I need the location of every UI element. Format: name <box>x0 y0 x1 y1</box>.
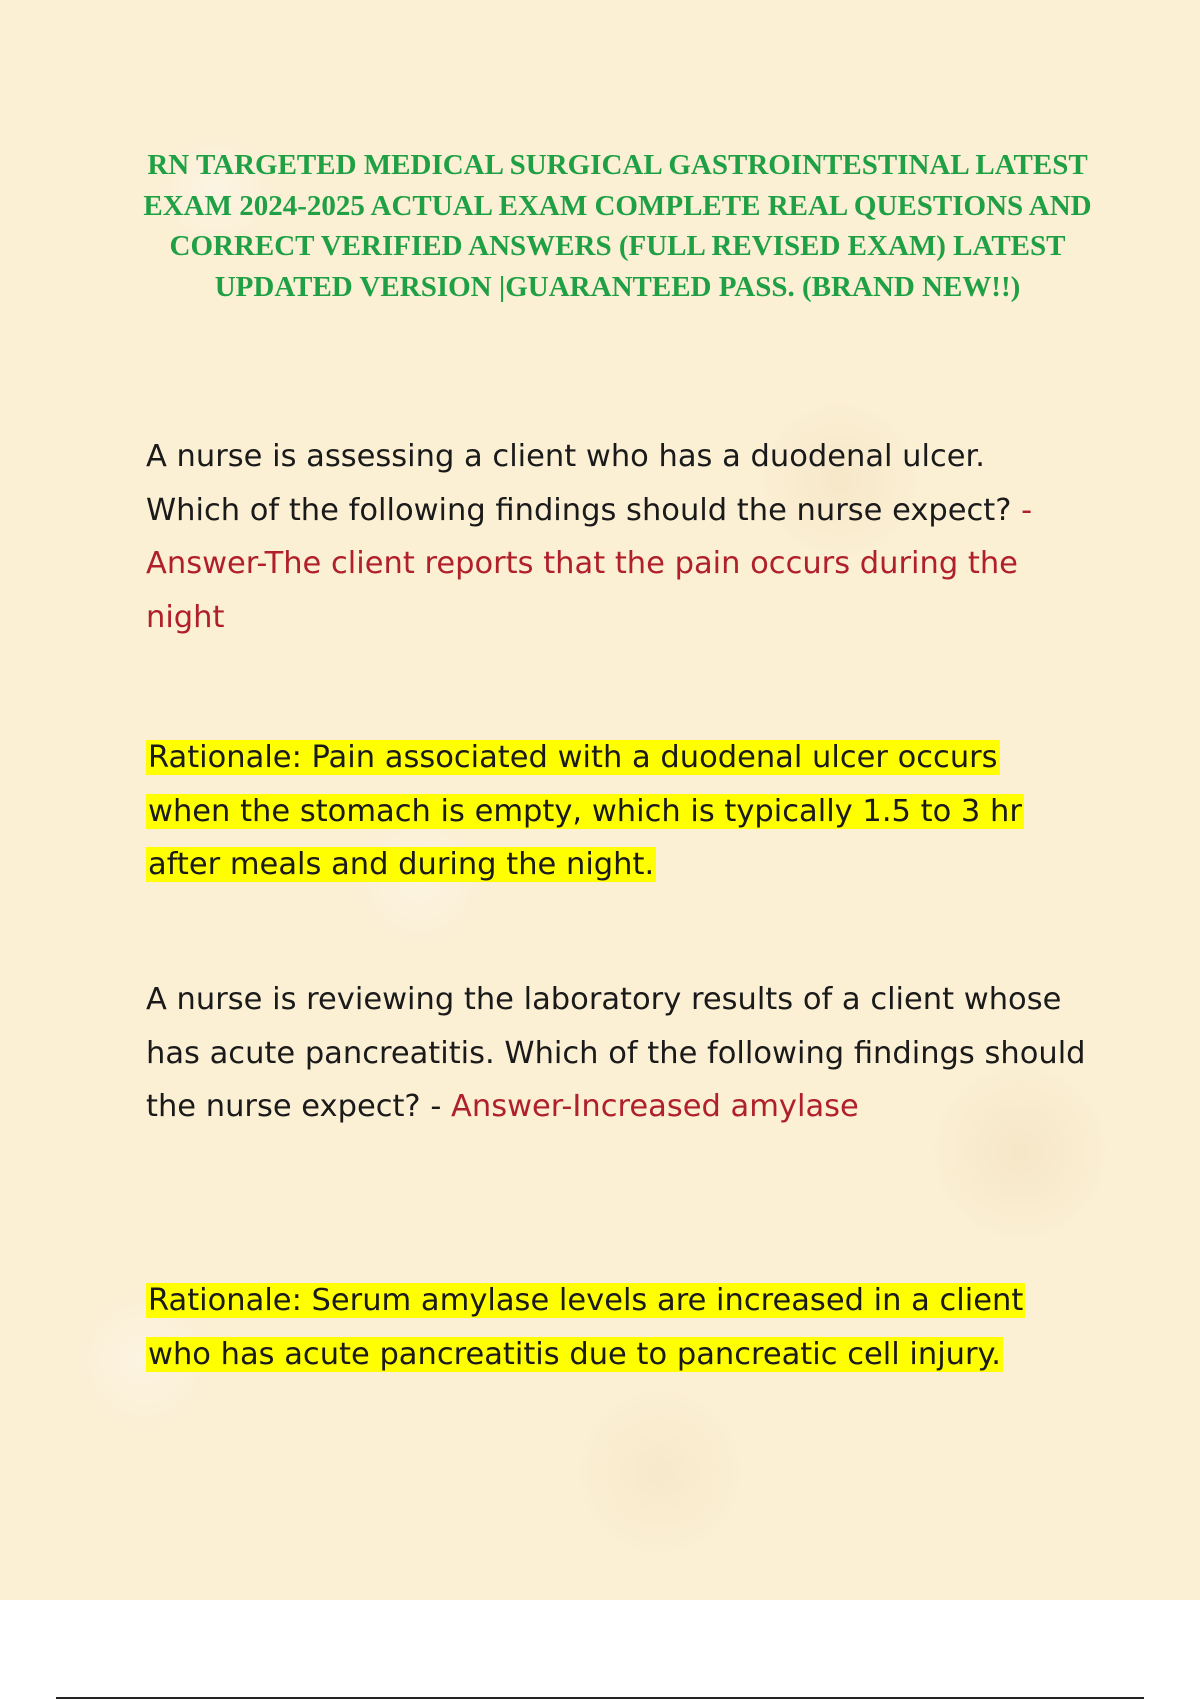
rationale-2-text: Rationale: Serum amylase levels are increased in a client who has acute pancreatitis due to pancreatic cell injury. <box>148 1283 1024 1372</box>
document-title: RN TARGETED MEDICAL SURGICAL GASTROINTESTINAL LATEST EXAM 2024-2025 ACTUAL EXAM COMPLETE REAL QUESTIONS AND CORRECT VERIFIED ANSWERS (FULL REVISED EXAM) LATEST UPDATED VERSION |GUARANTEED PASS. (BRAND NEW!!) <box>143 149 1092 303</box>
question-2 <box>146 973 1086 1134</box>
answer-1-text: - Answer-The client reports that the pain occurs during the night <box>146 492 1033 635</box>
question-1-text: A nurse is assessing a client who has a duodenal ulcer. Which of the following findings should the nurse expect? <box>146 439 1022 528</box>
rationale-1 <box>146 731 1086 892</box>
rationale-2 <box>146 1274 1086 1381</box>
footer-divider <box>56 1697 1144 1699</box>
question-2-text: A nurse is reviewing the laboratory results of a client whose has acute pancreatitis. Which of the following findings should the nurse expect? - <box>146 982 1086 1124</box>
answer-2-text: Answer-Increased amylase <box>451 1089 859 1124</box>
question-1 <box>146 430 1086 644</box>
rationale-1-text: Rationale: Pain associated with a duodenal ulcer occurs when the stomach is empty, which is typically 1.5 to 3 hr after meals and during the night. <box>148 740 1022 882</box>
